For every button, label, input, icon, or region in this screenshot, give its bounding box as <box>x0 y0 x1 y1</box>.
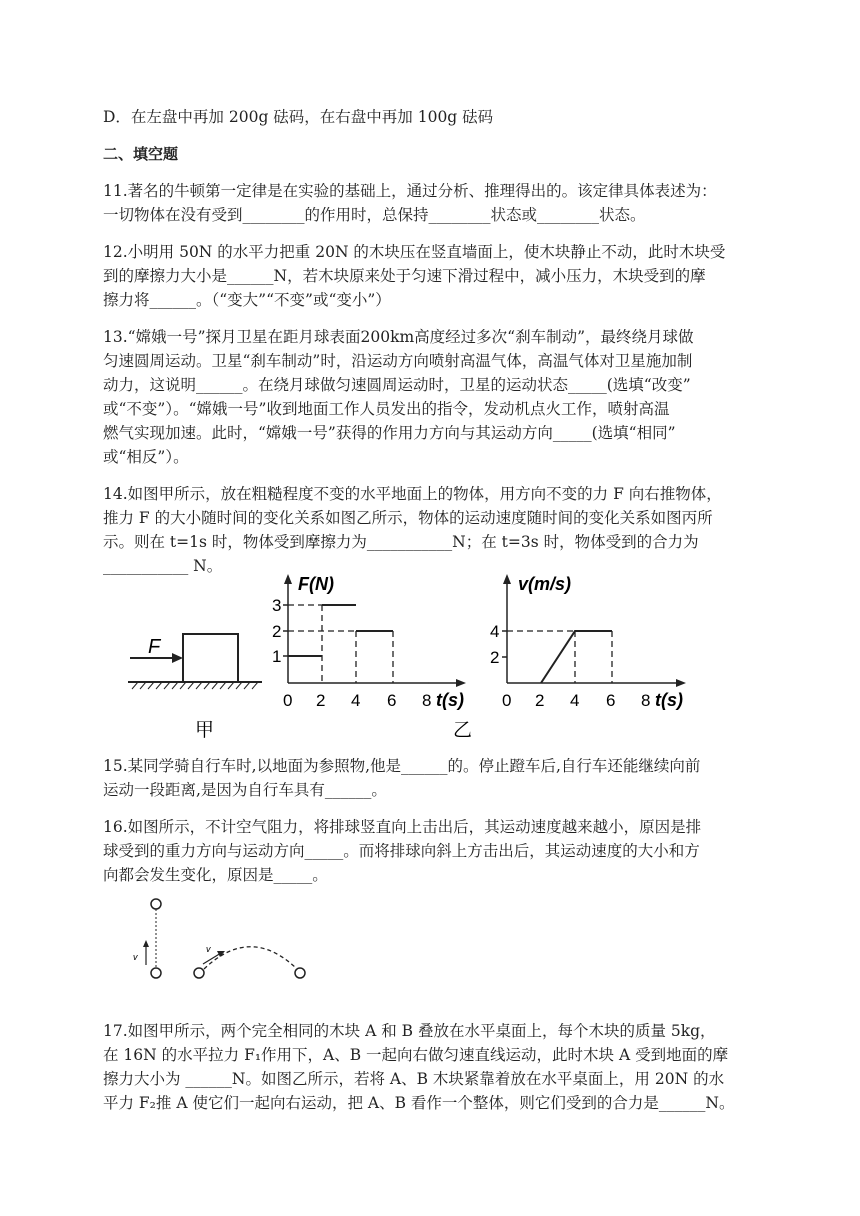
f-x-tick-2: 2 <box>316 691 326 710</box>
f-ylabel: F(N) <box>298 574 334 594</box>
ball-start <box>194 968 204 978</box>
figure-16 <box>133 899 305 978</box>
force-label: F <box>148 636 161 658</box>
ball-top <box>151 899 161 909</box>
caption-yi: 乙 <box>453 720 473 741</box>
graph-force-time <box>272 574 472 741</box>
q17-line4: 平力 F₂推 A 使它们一起向右运动，把 A、B 看作一个整体，则它们受到的合力是______N。 <box>103 1094 735 1112</box>
q13-line4: 或“不变”）。“嫦娥一号”收到地面工作人员发出的指令，发动机点火工作，喷射高温 <box>103 400 670 418</box>
q14-line4: ___________ N。 <box>103 557 223 575</box>
section-heading: 二、填空题 <box>103 145 179 163</box>
v-tick-4: 4 <box>490 622 500 641</box>
q16-line2: 球受到的重力方向与运动方向_____。而将排球向斜上方击出后，其运动速度的大小和方 <box>103 842 700 860</box>
f-tick-2: 2 <box>272 622 282 641</box>
v-x-tick-8: 8 <box>641 691 651 710</box>
q13-line1: 13.“嫦娥一号”探月卫星在距月球表面200km高度经过多次“刹车制动”，最终绕月球做 <box>103 328 694 346</box>
f-tick-3: 3 <box>272 596 282 615</box>
q14-line2: 推力 F 的大小随时间的变化关系如图乙所示，物体的运动速度随时间的变化关系如图丙所 <box>103 509 713 527</box>
q17-line1: 17.如图甲所示，两个完全相同的木块 A 和 B 叠放在水平桌面上，每个木块的质量 5kg， <box>103 1022 716 1040</box>
v-label-left: v <box>133 952 138 962</box>
projectile-path <box>204 947 296 969</box>
q16-line1: 16.如图所示，不计空气阻力，将排球竖直向上击出后，其运动速度越来越小，原因是排 <box>103 818 702 836</box>
v-x-tick-6: 6 <box>606 691 616 710</box>
v-x-tick-4: 4 <box>570 691 580 710</box>
f-x-tick-0: 0 <box>283 691 293 710</box>
v-tick-2: 2 <box>490 648 500 667</box>
ball-bottom <box>151 968 161 978</box>
caption-jia: 甲 <box>195 720 215 741</box>
f-tick-1: 1 <box>272 647 282 666</box>
graph-velocity-time <box>490 574 686 710</box>
q12-line1: 12.小明用 50N 的水平力把重 20N 的木块压在竖直墙面上，使木块静止不动，此时木块受 <box>103 243 726 261</box>
q13-line2: 匀速圆周运动。卫星“刹车制动”时，沿运动方向喷射高温气体，高温气体对卫星施加制 <box>103 352 693 370</box>
q13-line6: 或“相反”）。 <box>103 448 189 466</box>
v-label-right: v <box>206 944 211 954</box>
q13-line5: 燃气实现加速。此时，“嫦娥一号”获得的作用力方向与其运动方向_____(选填“相同” <box>103 424 676 442</box>
block <box>183 634 238 682</box>
q17-line2: 在 16N 的水平拉力 F₁作用下，A、B 一起向右做匀速直线运动，此时木块 A 受到地面的摩 <box>103 1046 729 1064</box>
f-x-tick-8: 8 <box>422 691 432 710</box>
q17-line3: 擦力大小为 ______N。如图乙所示，若将 A、B 木块紧靠着放在水平桌面上，用 20N 的水 <box>103 1070 725 1088</box>
f-x-tick-4: 4 <box>351 691 361 710</box>
f-xlabel: t(s) <box>436 690 464 710</box>
option-d: D．在左盘中再加 200g 砝码，在右盘中再加 100g 砝码 <box>103 108 494 126</box>
q12-line3: 擦力将______。（“变大”“不变”或“变小”） <box>103 291 391 309</box>
f-x-tick-6: 6 <box>387 691 397 710</box>
v-xlabel: t(s) <box>655 690 683 710</box>
q13-line3: 动力，这说明______。在绕月球做匀速圆周运动时，卫星的运动状态_____(选填“改变” <box>103 376 691 394</box>
q15-line1: 15.某同学骑自行车时,以地面为参照物,他是______的。停止蹬车后,自行车还能继续向前 <box>103 757 701 775</box>
q16-line3: 向都会发生变化，原因是_____。 <box>103 866 328 884</box>
q14-line1: 14.如图甲所示，放在粗糙程度不变的水平地面上的物体，用方向不变的力 F 向右推物体， <box>103 485 722 503</box>
v-x-tick-0: 0 <box>502 691 512 710</box>
v-ylabel: v(m/s) <box>518 574 572 594</box>
v-x-tick-2: 2 <box>535 691 545 710</box>
q15-line2: 运动一段距离,是因为自行车具有______。 <box>103 781 387 799</box>
q14-line3: 示。则在 t=1s 时，物体受到摩擦力为___________N；在 t=3s 时，物体受到的合力为 <box>103 533 699 551</box>
q11-line2: 一切物体在没有受到________的作用时，总保持________状态或________状态。 <box>103 206 646 224</box>
q12-line2: 到的摩擦力大小是______N，若木块原来处于匀速下滑过程中，减小压力，木块受到的摩 <box>103 267 706 285</box>
q11-line1: 11.著名的牛顿第一定律是在实验的基础上，通过分析、推理得出的。该定律具体表述为： <box>103 182 717 200</box>
fig14-block-diagram <box>128 634 262 741</box>
ball-end <box>295 968 305 978</box>
